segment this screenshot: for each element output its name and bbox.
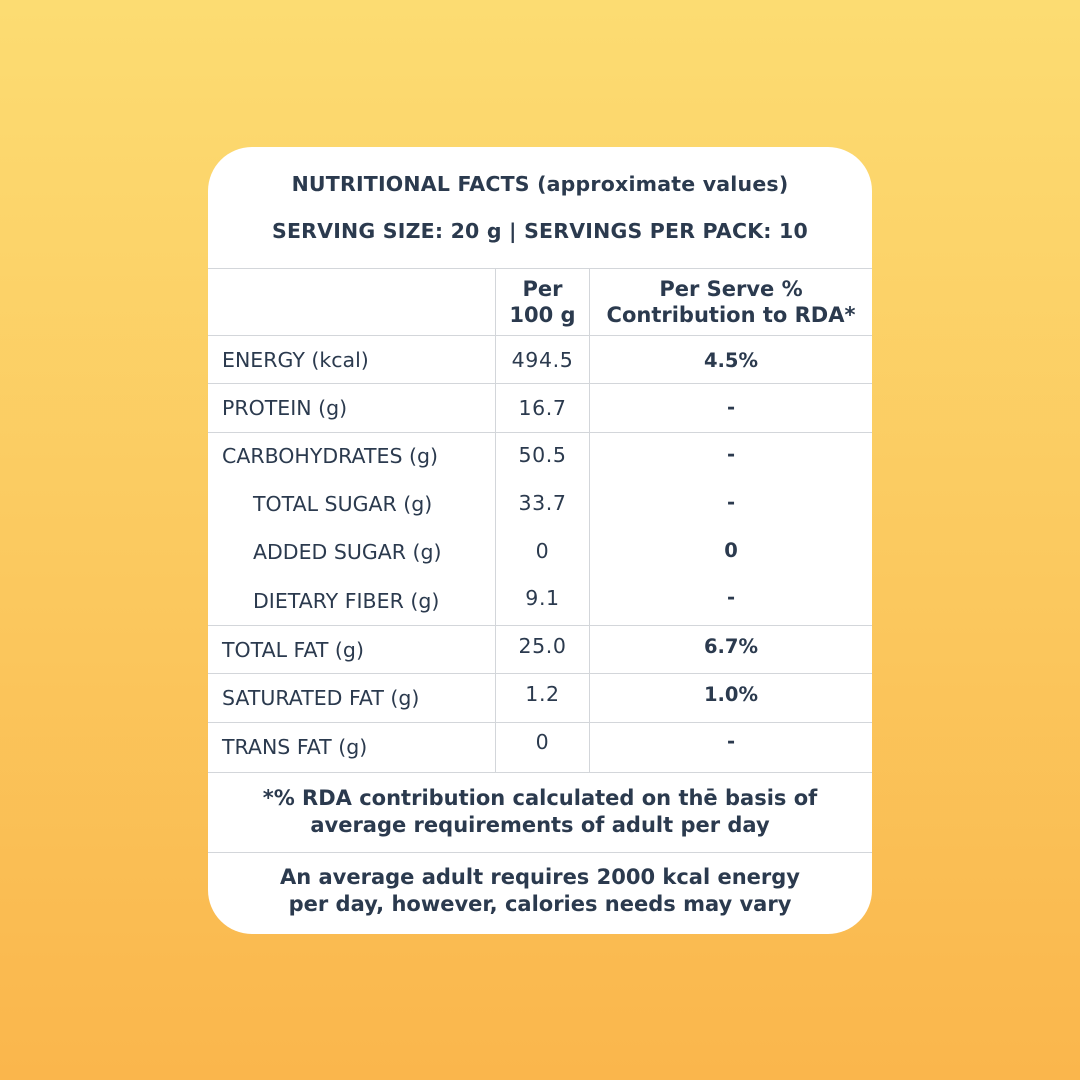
row-rda-protein: - [726,396,736,419]
row-value-carbohydrates: 50.5 [518,443,567,467]
row-rda-energy: 4.5% [703,349,759,372]
row-divider [208,383,872,384]
nutrition-facts-card [208,147,872,934]
row-rda-total-sugar: - [726,491,736,514]
serving-info: SERVING SIZE: 20 g | SERVINGS PER PACK: 10 [272,219,808,243]
energy-footnote: An average adult requires 2000 kcal energy per day, however, calories needs may vary [280,865,800,916]
row-rda-added-sugar: 0 [724,539,738,562]
row-rda-carbohydrates: - [726,443,736,466]
row-name-saturated-fat: SATURATED FAT (g) [222,686,420,710]
row-name-total-fat: TOTAL FAT (g) [222,638,364,662]
row-name-energy: ENERGY (kcal) [222,348,369,372]
per-100g-header: Per 100 g [509,277,576,327]
row-divider [208,722,872,723]
row-divider [208,673,872,674]
row-value-trans-fat: 0 [535,730,550,754]
row-value-saturated-fat: 1.2 [525,682,560,706]
row-value-added-sugar: 0 [535,539,550,563]
row-name-dietary-fiber: DIETARY FIBER (g) [253,589,440,613]
row-rda-saturated-fat: 1.0% [703,683,759,706]
row-name-added-sugar: ADDED SUGAR (g) [253,540,442,564]
rda-header: Per Serve % Contribution to RDA* [606,277,856,327]
header-divider [208,335,872,336]
row-rda-dietary-fiber: - [726,586,736,609]
row-divider [208,432,872,433]
rda-footnote: *% RDA contribution calculated on thē basis of average requirements of adult per day [262,786,818,837]
row-value-protein: 16.7 [518,396,567,420]
row-value-dietary-fiber: 9.1 [525,586,560,610]
row-value-total-fat: 25.0 [518,634,567,658]
notes-divider [208,852,872,853]
row-rda-trans-fat: - [726,730,736,753]
table-border-top [208,268,872,269]
group-divider [208,625,872,626]
table-border-bottom [208,772,872,773]
row-rda-total-fat: 6.7% [703,635,759,658]
row-name-total-sugar: TOTAL SUGAR (g) [253,492,433,516]
row-name-carbohydrates: CARBOHYDRATES (g) [222,444,439,468]
row-name-trans-fat: TRANS FAT (g) [222,735,368,759]
row-value-energy: 494.5 [511,348,574,372]
row-value-total-sugar: 33.7 [518,491,567,515]
nutrition-title: NUTRITIONAL FACTS (approximate values) [291,172,789,196]
row-name-protein: PROTEIN (g) [222,396,348,420]
